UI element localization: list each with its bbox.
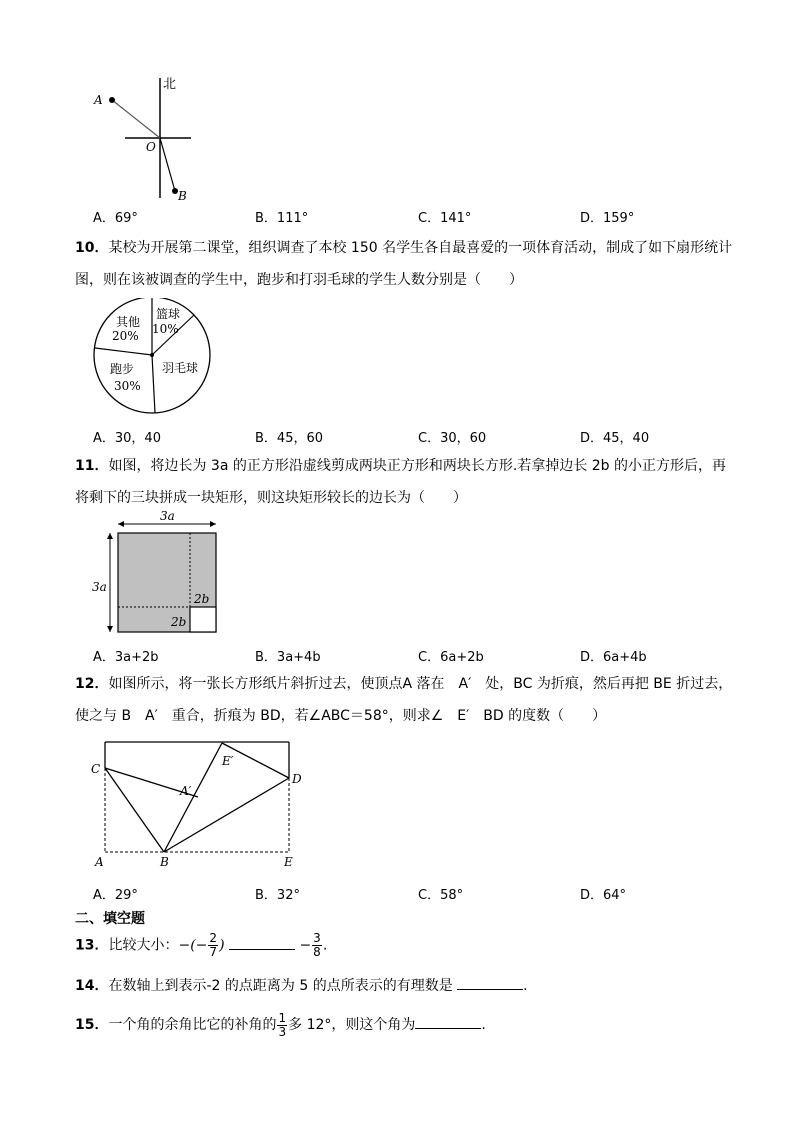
section-heading: 二、填空题 (75, 911, 145, 927)
q12-option-c: C．58° (418, 888, 464, 903)
q13-fraction1 (208, 932, 218, 959)
q10-option-d: D．45，40 (580, 431, 650, 446)
top-arrow-left (118, 521, 124, 527)
q11-text (75, 450, 735, 514)
q10-option-a: A．30，40 (93, 431, 161, 446)
q15-answer-blank (415, 1014, 481, 1029)
pie-center (150, 353, 154, 357)
q12-option-d: D．64° (580, 888, 627, 903)
left-dimension-label: 3a (92, 580, 107, 594)
q13-fraction2 (312, 932, 322, 959)
slice-value-basketball: 10% (152, 322, 179, 336)
q10-text (75, 232, 735, 296)
pie-divider-left (95, 348, 152, 355)
q13-answer-blank (229, 935, 295, 950)
slice-label-badminton: 羽毛球 (162, 361, 199, 375)
q14-answer-blank (457, 975, 523, 990)
label-a: A (94, 93, 103, 107)
q12-body: 如图所示，将一张长方形纸片斜折过去，使顶点A 落在 A′ 处，BC 为折痕，然后再把 BE 折过去，使之与 B A′ 重合，折痕为 BD，若∠ABC＝58°，则求∠ E′ BD 的度数（ ） (75, 676, 733, 724)
q12-number: 12． (75, 676, 109, 692)
pie-divider-bottom (152, 355, 155, 413)
q13-end: . (322, 937, 328, 954)
ray-oa (112, 100, 160, 138)
q15-fraction-num: 1 (278, 1010, 287, 1025)
slice-value-running: 30% (114, 379, 141, 393)
top-dimension-label: 3a (160, 509, 175, 523)
label-a-prime: A′ (180, 784, 192, 798)
q14-end: . (523, 978, 528, 994)
q14-body: 在数轴上到表示-2 的点距离为 5 的点所表示的有理数是 (108, 978, 453, 994)
q13-minus1: −(− (178, 937, 208, 954)
label-c: C (91, 762, 101, 776)
q15-fraction (277, 1012, 287, 1039)
q11-option-c: C．6a+2b (418, 650, 484, 665)
q10-option-c: C．30，60 (418, 431, 487, 446)
q11-figure (88, 508, 228, 640)
q13-close: ) (219, 937, 225, 954)
fold-cb (105, 768, 164, 852)
point-a (109, 97, 115, 103)
q12-option-b: B．32° (255, 888, 300, 903)
q13-text (75, 932, 327, 959)
q10-body: 某校为开展第二课堂，组织调查了本校 150 名学生各自最喜爱的一项体育活动，制成了如下扇形统计图，则在该被调查的学生中，跑步和打羽毛球的学生人数分别是（ ） (75, 240, 733, 288)
slice-label-other: 其他 (116, 315, 141, 329)
q15-fraction-den: 3 (278, 1024, 287, 1039)
q9-option-b: B．111° (255, 211, 309, 226)
q11-option-a: A．3a+2b (93, 650, 159, 665)
q9-option-c: C．141° (418, 211, 472, 226)
q15-text (75, 1010, 486, 1040)
q15-end: . (481, 1017, 486, 1033)
edge-b-eprime (164, 743, 222, 852)
q10-option-b: B．45，60 (255, 431, 324, 446)
q13-fraction2-den: 8 (313, 945, 321, 959)
ray-ob (160, 138, 175, 191)
q9-option-a: A．69° (93, 211, 138, 226)
label-e: E (284, 855, 293, 869)
label-b: B (178, 189, 187, 203)
q13-fraction1-num: 2 (209, 931, 218, 945)
north-label: 北 (163, 77, 177, 92)
q10-pie-chart (90, 298, 220, 418)
q15-number: 15． (75, 1017, 109, 1033)
q13-fraction1-den: 7 (209, 945, 218, 959)
q12-option-a: A．29° (93, 888, 138, 903)
removed-small-square (190, 607, 216, 632)
slice-label-running: 跑步 (110, 362, 135, 376)
q11-body: 如图，将边长为 3a 的正方形沿虚线剪成两块正方形和两块长方形.若拿掉边长 2b 的小正方形后，再将剩下的三块拼成一块矩形，则这块矩形较长的边长为（ ） (75, 458, 727, 506)
q13-prefix: 比较大小： (108, 937, 179, 954)
q9-option-d: D．159° (580, 211, 635, 226)
q13-number: 13． (75, 937, 109, 954)
small-square-side-label: 2b (194, 592, 210, 606)
slice-label-basketball: 篮球 (156, 307, 181, 321)
label-b: B (160, 855, 169, 869)
q11-option-b: B．3a+4b (255, 650, 321, 665)
q9-figure (85, 70, 205, 210)
q15-body1: 一个角的余角比它的补角的 (108, 1017, 277, 1033)
label-d: D (292, 772, 302, 786)
q14-text (75, 975, 528, 996)
top-arrow-right (210, 521, 216, 527)
q10-number: 10． (75, 240, 109, 256)
q12-text (75, 668, 735, 732)
slice-value-other: 20% (112, 329, 139, 343)
label-e-prime: E′ (222, 754, 234, 768)
small-square-bottom-label: 2b (171, 615, 187, 629)
q13-minus2: − (299, 937, 312, 954)
label-a: A (95, 855, 104, 869)
left-arrow-bottom (107, 626, 113, 632)
label-o: O (146, 140, 156, 154)
q11-option-d: D．6a+4b (580, 650, 647, 665)
q11-number: 11． (75, 458, 109, 474)
q14-number: 14． (75, 978, 109, 994)
left-arrow-top (107, 533, 113, 539)
q12-figure (88, 735, 308, 875)
q15-body2: 多 12°，则这个角为 (288, 1017, 416, 1033)
q13-fraction2-num: 3 (313, 931, 321, 945)
